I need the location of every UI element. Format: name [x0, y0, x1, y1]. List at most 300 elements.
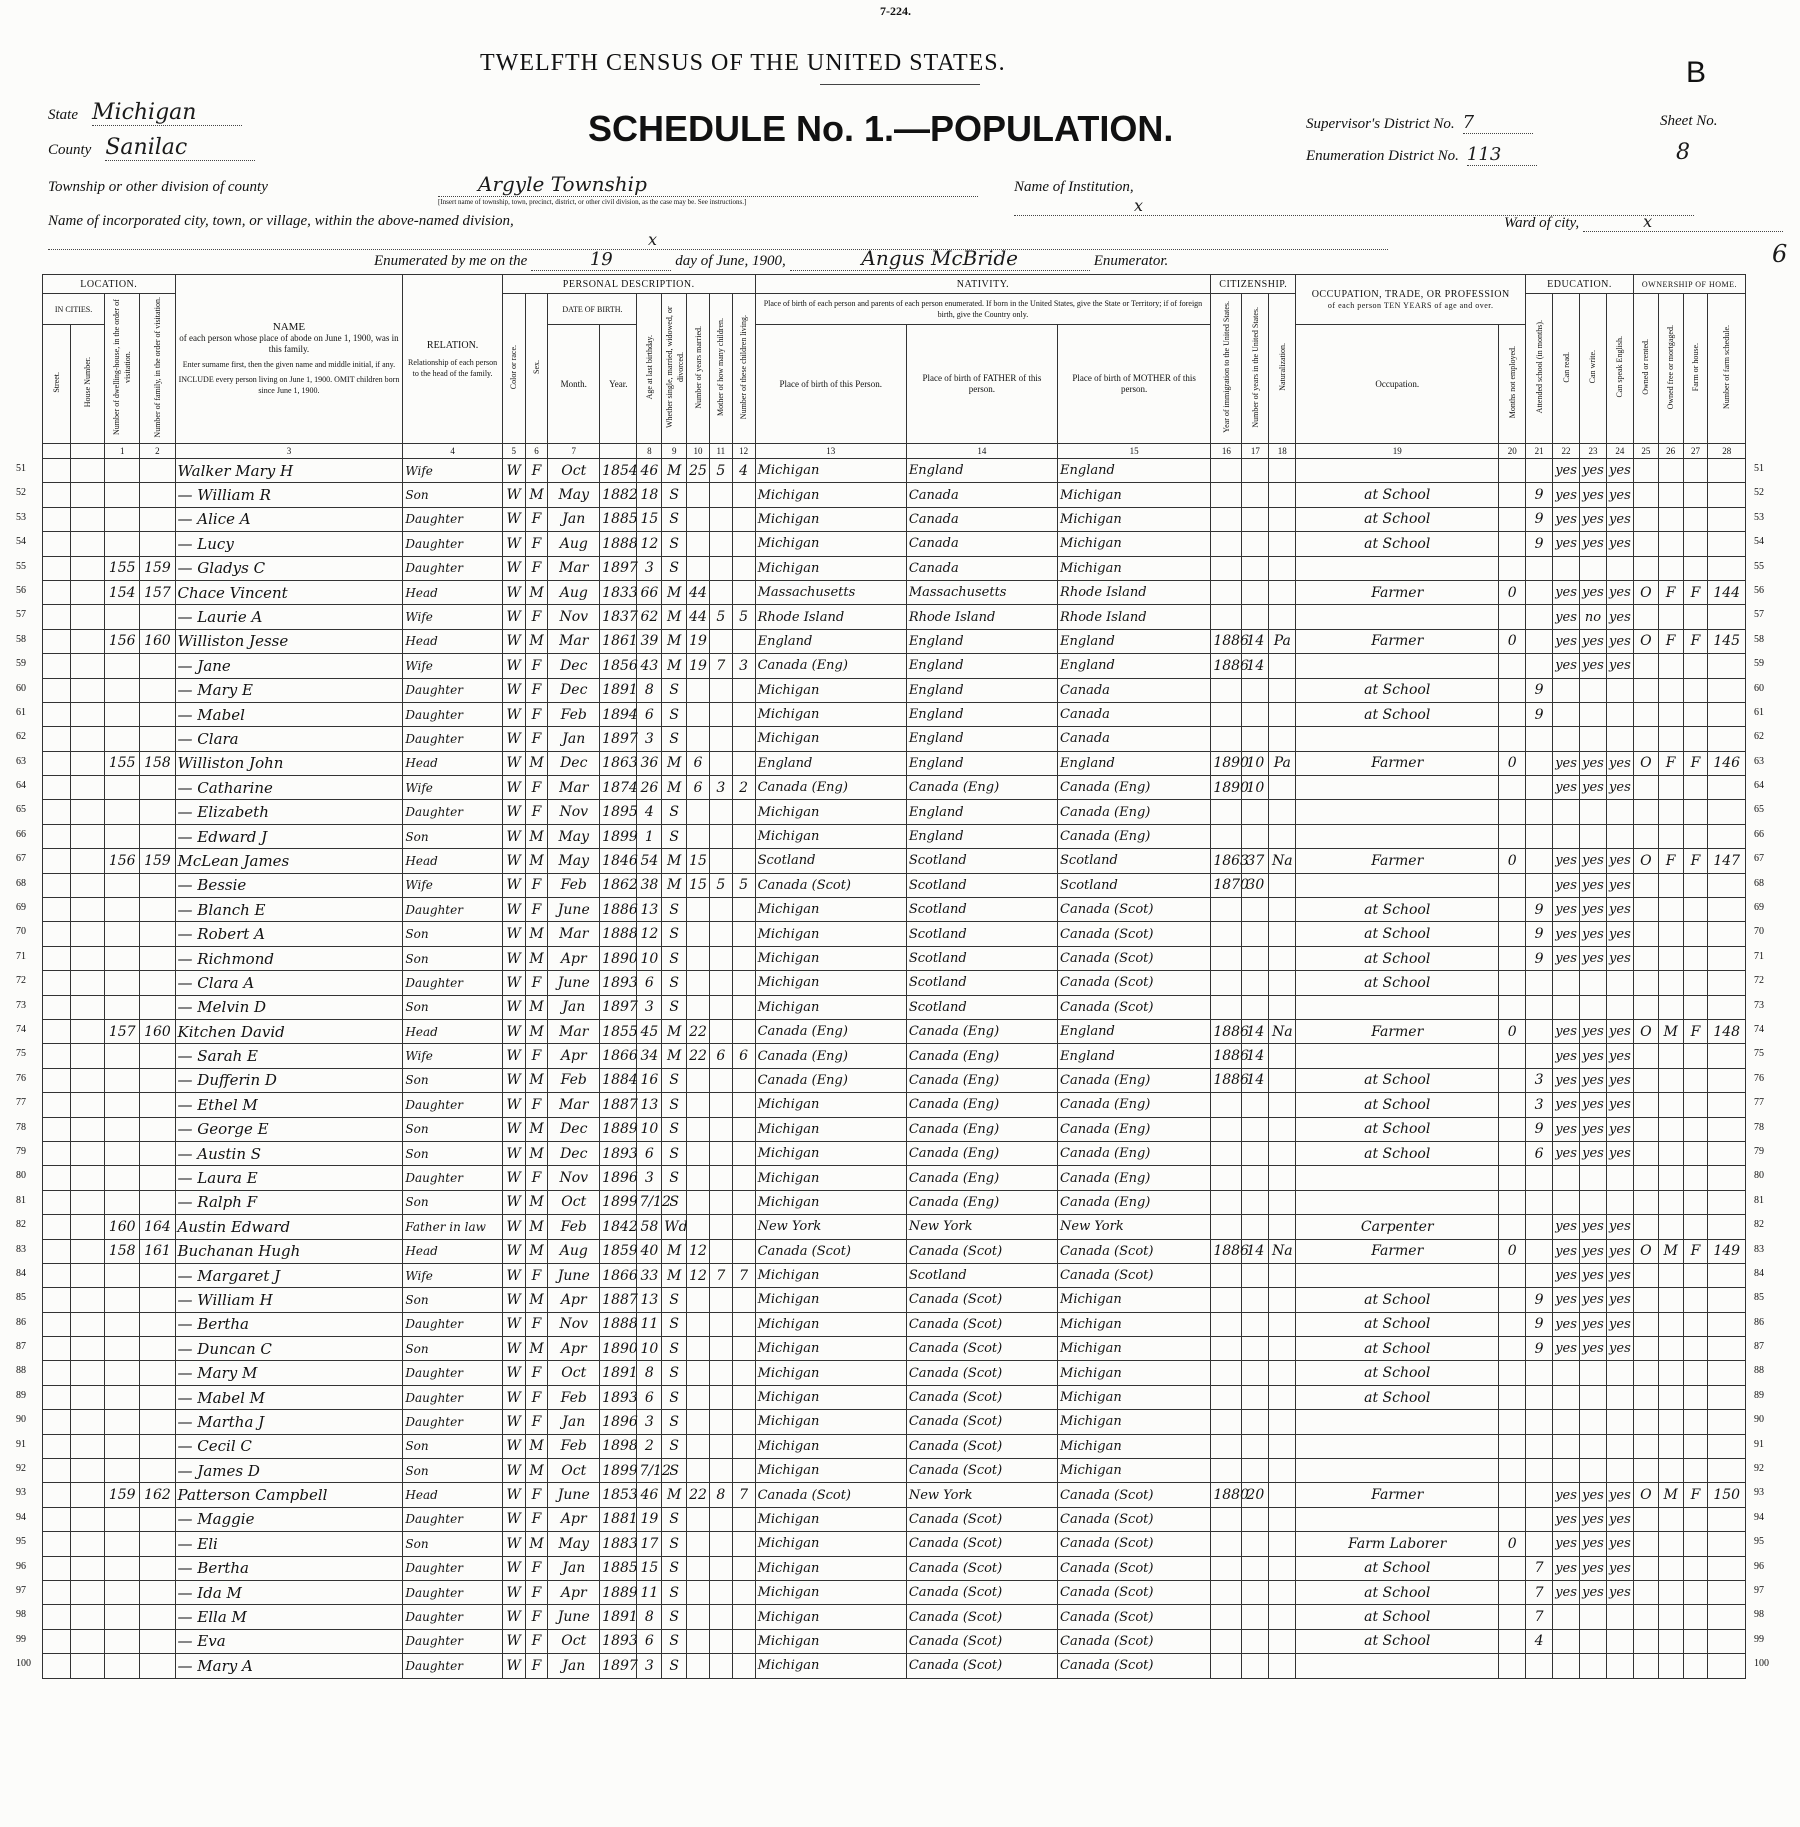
cell-wr: yes — [1580, 776, 1607, 800]
cell-fs: 149 — [1708, 1239, 1746, 1263]
cell-bf: England — [906, 727, 1057, 751]
cell-mu — [1499, 1068, 1526, 1092]
cell-fm — [1658, 654, 1683, 678]
cell-imm — [1211, 1532, 1242, 1556]
cell-sex: F — [525, 532, 548, 556]
header-occupation-title: OCCUPATION, TRADE, OR PROFESSION — [1311, 288, 1510, 300]
cell-occ — [1296, 605, 1499, 629]
cell-rd: yes — [1553, 532, 1580, 556]
cell-mu — [1499, 483, 1526, 507]
cell-mu — [1499, 922, 1526, 946]
cell-col: W — [502, 702, 525, 726]
table-row — [43, 727, 1746, 751]
cell-fs — [1708, 971, 1746, 995]
cell-occ: at School — [1296, 898, 1499, 922]
cell-bf: Canada (Scot) — [906, 1312, 1057, 1336]
cell-col: W — [502, 629, 525, 653]
cell-mu — [1499, 995, 1526, 1019]
table-row — [43, 459, 1746, 483]
cell-yr: 1889 — [600, 1580, 637, 1604]
cell-sex: M — [525, 1337, 548, 1361]
cell-empty — [70, 1166, 104, 1190]
line-number-right: 57 — [1754, 609, 1764, 620]
table-row — [43, 922, 1746, 946]
line-number-left: 52 — [16, 487, 26, 498]
line-number-left: 85 — [16, 1292, 26, 1303]
cell-yus — [1242, 898, 1269, 922]
cell-mc — [709, 1532, 732, 1556]
line-number-left: 87 — [16, 1341, 26, 1352]
cell-name: — Mary A — [175, 1654, 403, 1678]
cell-bp: Michigan — [755, 971, 906, 995]
header-house-number-text: House Number. — [83, 357, 93, 408]
cell-bm: Michigan — [1058, 1337, 1211, 1361]
cell-mc — [709, 1654, 732, 1678]
cell-fm — [1658, 556, 1683, 580]
cell-rd — [1553, 1385, 1580, 1409]
cell-fm — [1658, 483, 1683, 507]
cell-occ: Farmer — [1296, 1483, 1499, 1507]
cell-bm: Canada (Scot) — [1058, 1532, 1211, 1556]
cell-cl — [732, 849, 755, 873]
cell-mu — [1499, 946, 1526, 970]
cell-rd: yes — [1553, 849, 1580, 873]
cell-bf: Canada (Eng) — [906, 1093, 1057, 1117]
cell-mu: 0 — [1499, 1019, 1526, 1043]
cell-fm — [1658, 995, 1683, 1019]
cell-mu — [1499, 702, 1526, 726]
cell-cl — [732, 824, 755, 848]
cell-fam — [140, 1361, 175, 1385]
cell-fm — [1658, 1605, 1683, 1629]
cell-sp — [1606, 678, 1633, 702]
cell-sch — [1526, 1532, 1553, 1556]
line-number-left: 64 — [16, 780, 26, 791]
cell-fh — [1683, 1361, 1708, 1385]
cell-bm: England — [1058, 1044, 1211, 1068]
cell-mu — [1499, 1410, 1526, 1434]
cell-col: W — [502, 1410, 525, 1434]
cell-sp: yes — [1606, 1019, 1633, 1043]
cell-sp — [1606, 824, 1633, 848]
cell-yr: 1866 — [600, 1263, 637, 1287]
cell-mar: S — [662, 1434, 687, 1458]
cell-mar: S — [662, 556, 687, 580]
cell-fs — [1708, 1361, 1746, 1385]
cell-sp: yes — [1606, 1044, 1633, 1068]
cell-bp: Michigan — [755, 483, 906, 507]
cell-rd: yes — [1553, 459, 1580, 483]
cell-rel: Son — [403, 922, 502, 946]
cell-dw — [105, 1337, 140, 1361]
cell-mc — [709, 1507, 732, 1531]
cell-own — [1633, 1141, 1658, 1165]
cell-cl — [732, 1459, 755, 1483]
cell-col: W — [502, 1019, 525, 1043]
cell-fh — [1683, 824, 1708, 848]
cell-wr: yes — [1580, 1215, 1607, 1239]
cell-mar: M — [662, 580, 687, 604]
cell-fs — [1708, 922, 1746, 946]
cell-bp: Michigan — [755, 824, 906, 848]
cell-mc — [709, 580, 732, 604]
cell-col: W — [502, 1141, 525, 1165]
column-number — [600, 444, 637, 459]
cell-dw — [105, 1141, 140, 1165]
cell-fs — [1708, 605, 1746, 629]
cell-empty — [43, 946, 71, 970]
cell-mc — [709, 922, 732, 946]
cell-nat — [1269, 1532, 1296, 1556]
cell-mar: S — [662, 922, 687, 946]
cell-empty — [70, 1410, 104, 1434]
cell-imm — [1211, 580, 1242, 604]
supervisor-label: Supervisor's District No. — [1306, 116, 1455, 132]
cell-sp: yes — [1606, 1507, 1633, 1531]
header-naturalization — [1269, 294, 1296, 444]
table-row — [43, 1288, 1746, 1312]
cell-mu — [1499, 1483, 1526, 1507]
line-number-right: 77 — [1754, 1097, 1764, 1108]
cell-own — [1633, 1410, 1658, 1434]
cell-empty — [43, 1605, 71, 1629]
cell-mo: Mar — [548, 922, 600, 946]
cell-cl — [732, 1093, 755, 1117]
cell-cl — [732, 629, 755, 653]
cell-bf: Canada (Scot) — [906, 1556, 1057, 1580]
cell-bf: Canada (Eng) — [906, 1190, 1057, 1214]
cell-fs: 146 — [1708, 751, 1746, 775]
cell-yus — [1242, 483, 1269, 507]
cell-bf: Massachusetts — [906, 580, 1057, 604]
cell-nat — [1269, 946, 1296, 970]
cell-mc — [709, 483, 732, 507]
table-row — [43, 1093, 1746, 1117]
cell-sp — [1606, 1190, 1633, 1214]
line-number-left: 98 — [16, 1609, 26, 1620]
cell-mo: Feb — [548, 1434, 600, 1458]
cell-empty — [43, 1190, 71, 1214]
cell-rel: Daughter — [403, 1410, 502, 1434]
cell-col: W — [502, 1215, 525, 1239]
cell-rel: Daughter — [403, 727, 502, 751]
cell-mar: S — [662, 1093, 687, 1117]
cell-fs — [1708, 946, 1746, 970]
cell-sch — [1526, 1654, 1553, 1678]
cell-mar: S — [662, 1507, 687, 1531]
cell-name: — Austin S — [175, 1141, 403, 1165]
cell-empty — [43, 1288, 71, 1312]
cell-sex: F — [525, 1654, 548, 1678]
cell-mc — [709, 849, 732, 873]
cell-mu — [1499, 507, 1526, 531]
cell-age: 43 — [637, 654, 662, 678]
cell-bm: Canada (Scot) — [1058, 946, 1211, 970]
cell-sch — [1526, 1434, 1553, 1458]
header-name-title: NAME — [272, 321, 306, 333]
cell-col: W — [502, 1117, 525, 1141]
cell-fs — [1708, 1117, 1746, 1141]
cell-col: W — [502, 1337, 525, 1361]
cell-fm — [1658, 1288, 1683, 1312]
cell-yr: 1896 — [600, 1410, 637, 1434]
cell-wr: yes — [1580, 1532, 1607, 1556]
cell-cl — [732, 580, 755, 604]
cell-mar: S — [662, 1629, 687, 1653]
cell-own — [1633, 1629, 1658, 1653]
cell-bp: Michigan — [755, 1605, 906, 1629]
cell-rel: Wife — [403, 605, 502, 629]
cell-fh — [1683, 1410, 1708, 1434]
cell-col: W — [502, 507, 525, 531]
cell-empty — [70, 1654, 104, 1678]
cell-name: — Martha J — [175, 1410, 403, 1434]
cell-own — [1633, 946, 1658, 970]
cell-nat — [1269, 532, 1296, 556]
institution-line — [1014, 178, 1800, 216]
cell-rel: Wife — [403, 1263, 502, 1287]
cell-sch — [1526, 556, 1553, 580]
cell-occ — [1296, 654, 1499, 678]
cell-wr — [1580, 1166, 1607, 1190]
cell-empty — [70, 1605, 104, 1629]
page-title: TWELFTH CENSUS OF THE UNITED STATES. — [480, 50, 1006, 76]
cell-ym: 44 — [687, 580, 710, 604]
cell-fm — [1658, 702, 1683, 726]
cell-dw: 155 — [105, 751, 140, 775]
cell-rd: yes — [1553, 1556, 1580, 1580]
line-number-left: 57 — [16, 609, 26, 620]
cell-fam — [140, 922, 175, 946]
cell-yus — [1242, 1556, 1269, 1580]
table-row — [43, 1483, 1746, 1507]
cell-dw — [105, 1605, 140, 1629]
cell-name: Patterson Campbell — [175, 1483, 403, 1507]
cell-bf: Canada — [906, 556, 1057, 580]
cell-rd: yes — [1553, 751, 1580, 775]
header-personal: PERSONAL DESCRIPTION. — [502, 275, 755, 294]
state-value: Michigan — [92, 100, 242, 126]
cell-yr: 1853 — [600, 1483, 637, 1507]
cell-age: 39 — [637, 629, 662, 653]
cell-sex: F — [525, 1580, 548, 1604]
cell-age: 3 — [637, 1654, 662, 1678]
cell-nat — [1269, 1215, 1296, 1239]
cell-dw: 156 — [105, 849, 140, 873]
cell-occ: Farmer — [1296, 580, 1499, 604]
cell-yr: 1891 — [600, 678, 637, 702]
cell-mu: 0 — [1499, 751, 1526, 775]
cell-sex: F — [525, 1361, 548, 1385]
cell-mar: M — [662, 1263, 687, 1287]
cell-yus — [1242, 971, 1269, 995]
cell-bp: Canada (Eng) — [755, 1019, 906, 1043]
cell-fm — [1658, 1654, 1683, 1678]
cell-rd — [1553, 995, 1580, 1019]
cell-mu: 0 — [1499, 1532, 1526, 1556]
line-number-left: 84 — [16, 1268, 26, 1279]
cell-sex: F — [525, 1263, 548, 1287]
cell-bp: Michigan — [755, 702, 906, 726]
cell-nat — [1269, 873, 1296, 897]
cell-dw: 160 — [105, 1215, 140, 1239]
cell-sch: 9 — [1526, 1288, 1553, 1312]
cell-rel: Head — [403, 1483, 502, 1507]
cell-bf: Canada (Scot) — [906, 1337, 1057, 1361]
cell-empty — [43, 849, 71, 873]
cell-fm — [1658, 922, 1683, 946]
header-name — [175, 275, 403, 444]
cell-nat — [1269, 1117, 1296, 1141]
cell-dw — [105, 1410, 140, 1434]
cell-mu: 0 — [1499, 1239, 1526, 1263]
cell-empty — [43, 1580, 71, 1604]
cell-yr: 1891 — [600, 1605, 637, 1629]
cell-empty — [43, 800, 71, 824]
cell-bm: England — [1058, 629, 1211, 653]
header-school-months — [1526, 294, 1553, 444]
cell-nat — [1269, 1190, 1296, 1214]
sheet-label: Sheet No. — [1660, 113, 1718, 129]
cell-empty — [43, 1507, 71, 1531]
supervisor-value: 7 — [1463, 112, 1533, 134]
cell-mc — [709, 898, 732, 922]
cell-mc — [709, 1190, 732, 1214]
cell-bm: Michigan — [1058, 556, 1211, 580]
cell-col: W — [502, 824, 525, 848]
cell-sp: yes — [1606, 459, 1633, 483]
cell-bf: Scotland — [906, 971, 1057, 995]
cell-bm: Michigan — [1058, 1410, 1211, 1434]
header-can-write-text: Can write. — [1588, 350, 1598, 384]
header-can-read-text: Can read. — [1561, 351, 1571, 383]
header-can-read — [1553, 294, 1580, 444]
cell-nat — [1269, 1263, 1296, 1287]
cell-dw — [105, 1117, 140, 1141]
line-number-left: 83 — [16, 1244, 26, 1255]
cell-sex: M — [525, 1532, 548, 1556]
line-number-left: 54 — [16, 536, 26, 547]
cell-cl — [732, 1507, 755, 1531]
cell-mu — [1499, 1190, 1526, 1214]
cell-own — [1633, 1288, 1658, 1312]
line-number-right: 83 — [1754, 1244, 1764, 1255]
cell-yus — [1242, 702, 1269, 726]
cell-mo: Apr — [548, 1337, 600, 1361]
cell-own — [1633, 1166, 1658, 1190]
cell-dw — [105, 678, 140, 702]
cell-bf: Canada (Eng) — [906, 1166, 1057, 1190]
cell-empty — [70, 1190, 104, 1214]
cell-age: 3 — [637, 727, 662, 751]
cell-bp: Michigan — [755, 1337, 906, 1361]
table-row — [43, 1117, 1746, 1141]
column-number-row — [43, 444, 1746, 459]
cell-wr: yes — [1580, 483, 1607, 507]
cell-yus: 14 — [1242, 1239, 1269, 1263]
cell-name: Kitchen David — [175, 1019, 403, 1043]
line-number-right: 90 — [1754, 1414, 1764, 1425]
cell-imm — [1211, 1141, 1242, 1165]
cell-occ: Farm Laborer — [1296, 1532, 1499, 1556]
cell-nat — [1269, 1434, 1296, 1458]
cell-age: 46 — [637, 459, 662, 483]
cell-fm — [1658, 1459, 1683, 1483]
cell-empty — [43, 605, 71, 629]
cell-yus — [1242, 1215, 1269, 1239]
line-number-left: 99 — [16, 1634, 26, 1645]
cell-sex: F — [525, 1312, 548, 1336]
column-number — [70, 444, 104, 459]
cell-imm — [1211, 532, 1242, 556]
cell-sp: yes — [1606, 849, 1633, 873]
cell-occ: at School — [1296, 1117, 1499, 1141]
cell-fh — [1683, 702, 1708, 726]
enumerated-suffix: Enumerator. — [1093, 253, 1169, 269]
cell-wr: yes — [1580, 1312, 1607, 1336]
cell-rel: Wife — [403, 1044, 502, 1068]
line-number-left: 59 — [16, 658, 26, 669]
cell-rd: yes — [1553, 946, 1580, 970]
column-number: 24 — [1606, 444, 1633, 459]
line-number-left: 73 — [16, 1000, 26, 1011]
cell-wr: yes — [1580, 751, 1607, 775]
line-number-right: 88 — [1754, 1365, 1764, 1376]
cell-bf: England — [906, 824, 1057, 848]
cell-col: W — [502, 580, 525, 604]
sheet-line — [1660, 112, 1718, 130]
cell-fam — [140, 1532, 175, 1556]
header-age-text: Age at last birthday. — [644, 334, 654, 400]
cell-own — [1633, 922, 1658, 946]
cell-bp: Canada (Eng) — [755, 776, 906, 800]
cell-bp: Massachusetts — [755, 580, 906, 604]
cell-ym — [687, 1654, 710, 1678]
cell-mo: Dec — [548, 1141, 600, 1165]
cell-nat — [1269, 1093, 1296, 1117]
cell-nat — [1269, 727, 1296, 751]
cell-cl — [732, 971, 755, 995]
cell-bf: Canada (Eng) — [906, 1117, 1057, 1141]
cell-fs — [1708, 1068, 1746, 1092]
cell-yr: 1842 — [600, 1215, 637, 1239]
cell-name: — Elizabeth — [175, 800, 403, 824]
column-number: 7 — [548, 444, 600, 459]
cell-mo: Apr — [548, 1507, 600, 1531]
cell-sex: F — [525, 873, 548, 897]
cell-cl — [732, 1605, 755, 1629]
cell-empty — [70, 1288, 104, 1312]
line-number-left: 56 — [16, 585, 26, 596]
line-number-right: 99 — [1754, 1634, 1764, 1645]
cell-yr: 1889 — [600, 1117, 637, 1141]
cell-mo: June — [548, 898, 600, 922]
cell-dw — [105, 702, 140, 726]
cell-fh: F — [1683, 1239, 1708, 1263]
cell-nat — [1269, 1654, 1296, 1678]
cell-name: — Alice A — [175, 507, 403, 531]
cell-mo: Dec — [548, 751, 600, 775]
cell-rd: yes — [1553, 605, 1580, 629]
cell-mar: S — [662, 1459, 687, 1483]
table-row — [43, 629, 1746, 653]
cell-col: W — [502, 1068, 525, 1092]
cell-ym — [687, 922, 710, 946]
cell-fam — [140, 946, 175, 970]
cell-age: 6 — [637, 1385, 662, 1409]
cell-yr: 1893 — [600, 1385, 637, 1409]
cell-fam — [140, 1093, 175, 1117]
